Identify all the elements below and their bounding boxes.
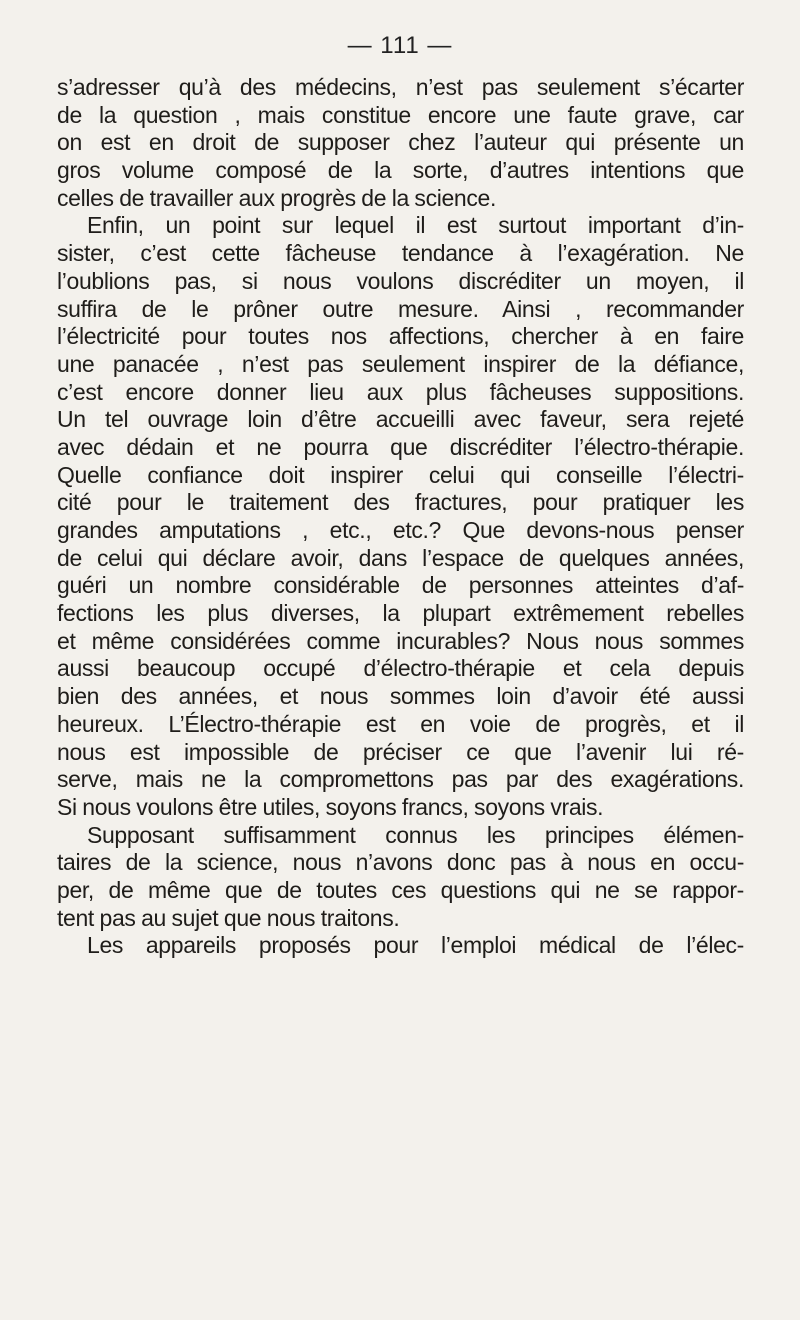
- text-line: Un tel ouvrage loin d’être accueilli avec faveur, sera rejeté: [57, 406, 744, 433]
- text-line: l’électricité pour toutes nos affections, chercher à en faire: [57, 323, 744, 350]
- text-line: tent pas au sujet que nous traitons.: [57, 904, 400, 931]
- text-line: avec dédain et ne pourra que discréditer l’électro-thérapie.: [57, 433, 744, 460]
- text-line: Quelle confiance doit inspirer celui qui conseille l’électri-: [57, 461, 744, 488]
- text-line: de la question , mais constitue encore une faute grave, car: [57, 101, 744, 128]
- text-line: Si nous voulons être utiles, soyons francs, soyons vrais.: [57, 793, 604, 820]
- text-line: cité pour le traitement des fractures, pour pratiquer les: [57, 489, 744, 516]
- text-line: gros volume composé de la sorte, d’autres intentions que: [57, 157, 744, 184]
- text-line: de celui qui déclare avoir, dans l’espace de quelques années,: [57, 544, 744, 571]
- body-text: [57, 74, 744, 960]
- page-number-header: — 111 —: [347, 32, 453, 59]
- text-line: une panacée , n’est pas seulement inspirer de la défiance,: [57, 350, 744, 377]
- text-line: Enfin, un point sur lequel il est surtout important d’in-: [87, 212, 744, 239]
- text-line: s’adresser qu’à des médecins, n’est pas seulement s’écarter: [57, 74, 744, 100]
- text-line: l’oublions pas, si nous voulons discréditer un moyen, il: [57, 267, 744, 294]
- text-line: et même considérées comme incurables? Nous nous sommes: [57, 627, 744, 654]
- text-line: per, de même que de toutes ces questions qui ne se rappor-: [57, 876, 744, 903]
- text-line: taires de la science, nous n’avons donc pas à nous en occu-: [57, 849, 744, 876]
- text-line: fections les plus diverses, la plupart extrêmement rebelles: [57, 600, 744, 627]
- text-line: grandes amputations , etc., etc.? Que devons-nous penser: [57, 517, 744, 543]
- text-line: nous est impossible de préciser ce que l’avenir lui ré-: [57, 738, 744, 765]
- text-line: celles de travailler aux progrès de la science.: [57, 184, 497, 211]
- text-line: bien des années, et nous sommes loin d’avoir été aussi: [57, 683, 744, 710]
- text-line: serve, mais ne la compromettons pas par des exagérations.: [57, 766, 744, 793]
- text-line: suffira de le prôner outre mesure. Ainsi , recommander: [57, 295, 744, 322]
- text-line: on est en droit de supposer chez l’auteur qui présente un: [57, 129, 744, 156]
- text-line: Les appareils proposés pour l’emploi médical de l’élec-: [87, 932, 744, 959]
- text-line: sister, c’est cette fâcheuse tendance à l’exagération. Ne: [57, 240, 744, 267]
- text-line: heureux. L’Électro-thérapie est en voie de progrès, et il: [57, 710, 744, 737]
- text-line: aussi beaucoup occupé d’électro-thérapie et cela depuis: [57, 655, 744, 682]
- text-line: guéri un nombre considérable de personnes atteintes d’af-: [57, 572, 744, 599]
- text-line: Supposant suffisamment connus les principes élémen-: [87, 821, 744, 848]
- text-line: c’est encore donner lieu aux plus fâcheuses suppositions.: [57, 378, 744, 405]
